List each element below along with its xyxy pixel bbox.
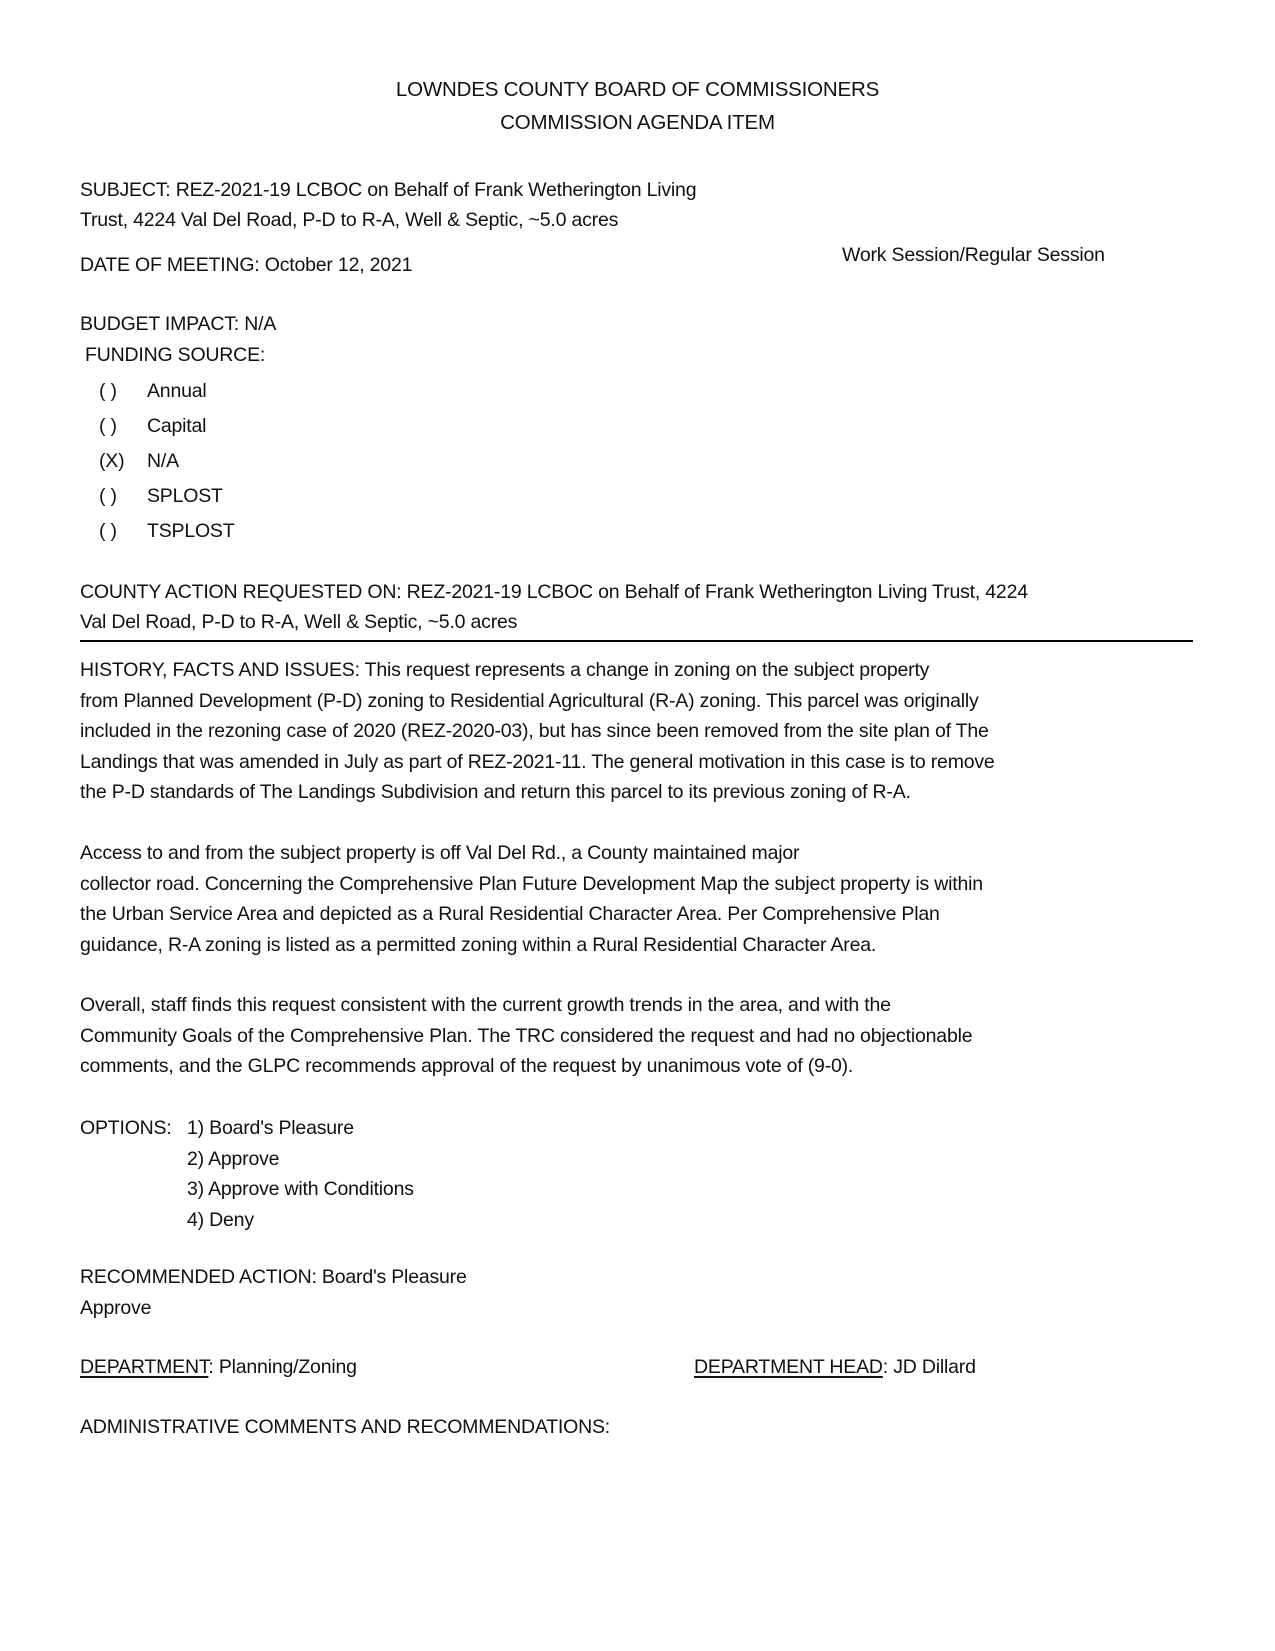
funding-source-list (99, 376, 234, 551)
text-line: Community Goals of the Comprehensive Plan. The TRC considered the request and had no objectionable (80, 1024, 973, 1047)
recommended-action: RECOMMENDED ACTION: Board's Pleasure (80, 1266, 467, 1288)
document-subtitle: COMMISSION AGENDA ITEM (500, 111, 775, 134)
text-line: Access to and from the subject property is off Val Del Rd., a County maintained major (80, 842, 800, 864)
option-item: 3) Approve with Conditions (187, 1178, 414, 1200)
options-label: OPTIONS: (80, 1117, 172, 1139)
history-paragraph-1 (80, 655, 1200, 808)
funding-option-label: TSPLOST (147, 520, 235, 542)
checkbox-mark: (X) (99, 450, 125, 472)
action-requested-line-1: COUNTY ACTION REQUESTED ON: REZ-2021-19 LCBOC on Behalf of Frank Wetherington Living Trust, 4224 (80, 581, 1028, 603)
text-line: the Urban Service Area and depicted as a Rural Residential Character Area. Per Comprehensive Plan (80, 903, 940, 925)
text-line: comments, and the GLPC recommends approval of the request by unanimous vote of (9-0). (80, 1055, 854, 1077)
funding-option-label: SPLOST (147, 485, 223, 507)
meeting-date: DATE OF MEETING: October 12, 2021 (80, 254, 413, 276)
subject-line-1: SUBJECT: REZ-2021-19 LCBOC on Behalf of Frank Wetherington Living (80, 179, 697, 201)
department-label: DEPARTMENT (80, 1356, 209, 1378)
options-list (187, 1113, 414, 1235)
funding-option-label: Annual (147, 380, 207, 402)
option-item: 1) Board's Pleasure (187, 1117, 354, 1139)
text-line: included in the rezoning case of 2020 (REZ-2020-03), but has since been removed from the site plan of The (80, 720, 989, 742)
budget-impact: BUDGET IMPACT: N/A (80, 313, 277, 335)
funding-option-capital (99, 411, 234, 446)
admin-comments-label: ADMINISTRATIVE COMMENTS AND RECOMMENDATIONS: (80, 1416, 611, 1438)
funding-source-label: FUNDING SOURCE: (85, 344, 266, 366)
funding-option-na (99, 446, 234, 481)
session-type: Work Session/Regular Session (842, 244, 1105, 266)
text-line: the P-D standards of The Landings Subdivision and return this parcel to its previous zoning of R-A. (80, 781, 911, 803)
department (80, 1352, 357, 1383)
section-divider (80, 640, 1193, 642)
option-item: 4) Deny (187, 1208, 254, 1231)
funding-option-tsplost (99, 516, 234, 551)
funding-option-annual (99, 376, 234, 411)
funding-option-splost (99, 481, 234, 516)
checkbox-mark: ( ) (99, 415, 117, 437)
history-paragraph-2 (80, 838, 1200, 960)
option-item: 2) Approve (187, 1147, 280, 1170)
department-head (694, 1352, 976, 1383)
subject-line-2: Trust, 4224 Val Del Road, P-D to R-A, Well & Septic, ~5.0 acres (80, 209, 619, 231)
funding-option-label: N/A (147, 450, 179, 472)
checkbox-mark: ( ) (99, 380, 117, 402)
department-head-label: DEPARTMENT HEAD (694, 1356, 883, 1378)
text-line: Overall, staff finds this request consistent with the current growth trends in the area, and with the (80, 994, 891, 1016)
funding-option-label: Capital (147, 415, 207, 437)
document-title: LOWNDES COUNTY BOARD OF COMMISSIONERS (395, 78, 880, 101)
recommended-action-value: Approve (80, 1297, 152, 1319)
action-requested-line-2: Val Del Road, P-D to R-A, Well & Septic, ~5.0 acres (80, 611, 518, 633)
text-line: HISTORY, FACTS AND ISSUES: This request represents a change in zoning on the subject property (80, 659, 930, 681)
history-paragraph-3 (80, 990, 1200, 1082)
department-value: : Planning/Zoning (208, 1356, 357, 1378)
text-line: from Planned Development (P-D) zoning to Residential Agricultural (R-A) zoning. This parcel was originally (80, 689, 979, 712)
text-line: guidance, R-A zoning is listed as a permitted zoning within a Rural Residential Character Area. (80, 933, 877, 956)
text-line: Landings that was amended in July as part of REZ-2021-11. The general motivation in this case is to remove (80, 750, 995, 773)
checkbox-mark: ( ) (99, 485, 117, 507)
checkbox-mark: ( ) (99, 520, 117, 542)
department-head-value: : JD Dillard (882, 1356, 976, 1378)
text-line: collector road. Concerning the Comprehensive Plan Future Development Map the subject property is within (80, 872, 983, 895)
